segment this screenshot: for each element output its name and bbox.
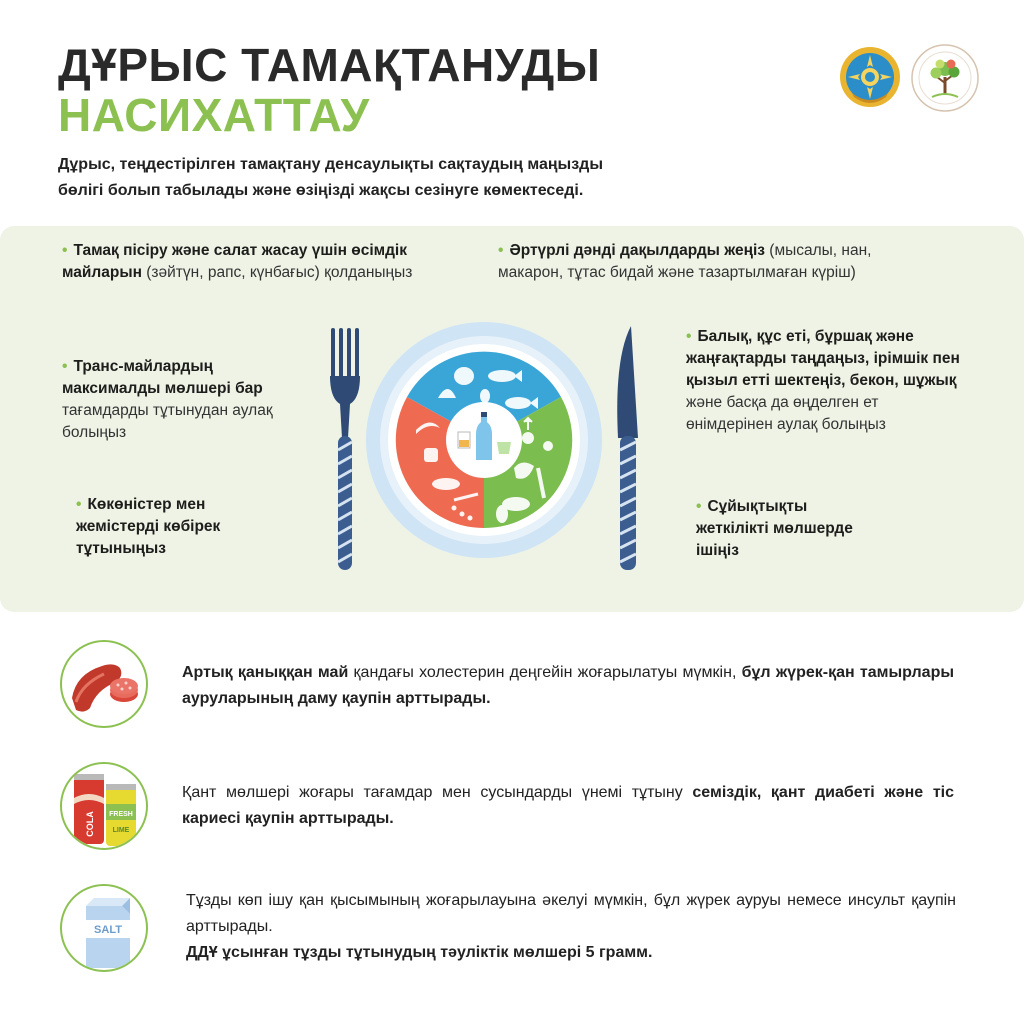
intro-line2: бөлігі болып табылады және өзіңізді жақсы сезінуге көмектеседі. — [58, 182, 584, 199]
tip-normal: (мысалы, нан, макарон, тұтас бидай және тазартылмаған күріш) — [498, 242, 872, 281]
warning-normal: қандағы холестерин деңгейін жоғарылатуы мүмкін, — [348, 664, 742, 681]
tip-proteins — [686, 326, 966, 436]
tip-bold: Тамақ пісіру және салат жасау үшін өсімдік майларын — [62, 242, 407, 281]
warning-bold: Артық қаныққан май — [182, 664, 349, 681]
tree-logo-icon — [910, 43, 980, 113]
state-emblem-icon — [838, 45, 902, 109]
healthy-plate-illustration — [288, 318, 678, 578]
tip-fluids — [696, 496, 866, 562]
bullet: • — [62, 242, 68, 259]
salt-warning — [186, 888, 956, 966]
intro-text — [58, 152, 718, 204]
soda-cans-icon — [62, 764, 148, 850]
sugar-warning — [182, 780, 954, 832]
bullet: • — [696, 498, 702, 515]
bullet: • — [62, 358, 68, 375]
sausage-icon-circle — [60, 640, 148, 728]
soda-cans-icon-circle — [60, 762, 148, 850]
fork-icon — [330, 328, 360, 570]
salt-icon — [62, 886, 148, 972]
tip-bold: Балық, құс еті, бұршақ және жаңғақтарды таңдаңыз, ірімшік пен қызыл етті шектеңіз, бекон, шұжық — [686, 328, 960, 389]
warning-bold: семіздік, қант диабеті және тіс кариесі қаупін арттырады. — [182, 784, 954, 827]
tip-trans-fats — [62, 356, 302, 444]
page-title-line2: НАСИХАТТАУ — [58, 89, 370, 141]
tip-bold: Көкөністер мен жемістерді көбірек тұтыныңыз — [76, 496, 221, 557]
tip-normal: (зәйтүн, рапс, күнбағыс) қолданыңыз — [141, 264, 413, 281]
tip-bold: Әртүрлі дәнді дақылдарды жеңіз — [509, 242, 765, 259]
saturated-fat-warning — [182, 660, 954, 712]
can1-label: COLA — [85, 811, 95, 837]
can2-label2: LIME — [112, 827, 130, 834]
bullet: • — [686, 328, 692, 345]
warning-normal: Тұзды көп ішу қан қысымының жоғарылауына әкелуі мүмкін, бұл жүрек ауруы немесе инсульт қаупін арттырады. — [186, 892, 956, 935]
warning-bold: ДДҰ ұсынған тұзды тұтынудың тәуліктік мөлшері 5 грамм. — [186, 944, 653, 961]
tip-vegetables-fruits — [76, 494, 266, 560]
salt-icon-circle — [60, 884, 148, 972]
can2-label1: FRESH — [109, 811, 133, 818]
tip-whole-grains — [498, 240, 938, 284]
tip-vegetable-oils — [62, 240, 462, 284]
bullet: • — [498, 242, 504, 259]
tip-bold: Сұйықтықты жеткілікті мөлшерде ішіңіз — [696, 498, 853, 559]
page-title-line1: ДҰРЫС ТАМАҚТАНУДЫ — [58, 39, 601, 91]
sausage-icon — [62, 642, 148, 728]
tip-normal: тағамдарды тұтынудан аулақ болыңыз — [62, 402, 273, 441]
bullet: • — [76, 496, 82, 513]
knife-icon — [617, 326, 638, 570]
tip-bold: Транс-майлардың максималды мөлшері бар — [62, 358, 263, 397]
warning-normal: Қант мөлшері жоғары тағамдар мен сусындарды үнемі тұтыну — [182, 784, 693, 801]
tip-normal: және басқа да өңделген ет өнімдерінен аулақ болыңыз — [686, 394, 886, 433]
intro-line1: Дұрыс, теңдестірілген тамақтану денсаулықты сақтаудың маңызды — [58, 156, 603, 173]
salt-label: SALT — [94, 924, 122, 936]
warning-bold: бұл жүрек-қан тамырлары ауруларының даму қаупін арттырады. — [182, 664, 955, 707]
